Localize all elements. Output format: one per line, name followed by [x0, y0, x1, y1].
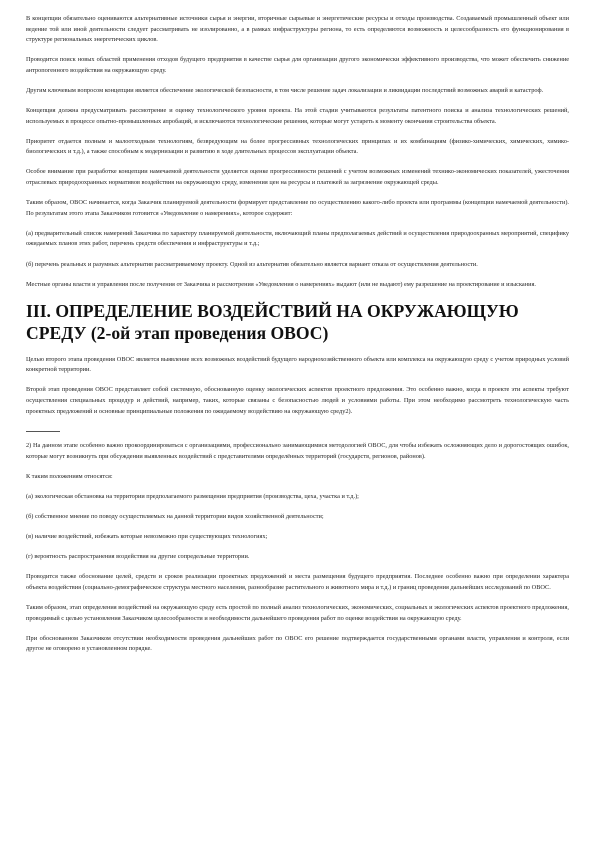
paragraph-ecological-safety: Другим ключевым вопросом концепции является обеспечение экологической безопасности, в том числе решение задач локализации и ликвидации последствий возможных аварий и катастроф.: [26, 86, 544, 94]
paragraph-progressiveness: Особое внимание при разработке концепции намечаемой деятельности уделяется оценке прогрессивности решений с учетом возможных изменений технико-экономических показателей, ужесточения отраслевых природоохранных нормативов воздействия на окружающую среду, изменения цен на ресурсы и платежей за загрязнение окружающей среды.: [26, 168, 569, 187]
paragraph-priority-technologies: Приоритет отдается полным и малоотходным технологиям, безвредующим на более прогрессивных технологических принципах и их комбинациям (физико-химических, химических, химико-биологических и т.д.), а также способным к модернизации и развитию в ходе длительных процессов эксплуатации объекта.: [26, 137, 569, 156]
list-item-b-alternatives: (б) перечень реальных и разумных альтернатив рассматриваемому проекту. Одной из альтернатив обязательно является вариант отказа от осуществления деятельности.: [26, 260, 478, 268]
paragraph-technology-level: Концепция должна предусматривать рассмотрение и оценку технологического уровня проекта. На этой стадии учитываются результаты патентного поиска и анализа технологических решений, используемых в процессе опытно-промышленных апробаций, и исключаются технологические решения, которые могут устареть к моменту окончания строительства объекта.: [26, 107, 569, 125]
paragraph-waste-usage: Проводится поиск новых областей применения отходов будущего предприятия в качестве сырья для организации другого экономически эффективного производства, что может обеспечить снижение антропогенного воздействия на окружающую среду.: [26, 56, 569, 74]
paragraph-alternative-sources: В концепции обязательно оцениваются альтернативные источники сырья и энергии, вторичные сырьевые и энергетические ресурсы и отходы производства. Создаваемый промышленный объект или ведение той или иной деятельности следует рассматривать не изолированно, а в рамках инфраструктуры региона, то есть определяются возможность и целесообразность его функционирования в структуре региональных энергетических циклов.: [26, 15, 569, 44]
paragraph-local-authorities: Местные органы власти и управления после получения от Заказчика и рассмотрения «Уведомления о намерениях» выдают (или не выдают) ему разрешение на проектирование и изыскания.: [26, 280, 536, 288]
footnote-divider: [26, 431, 60, 432]
document-page: [26, 14, 569, 664]
footnote-coordination: 2) На данном этапе особенно важно прокоординироваться с организациями, профессионально занимающимися методологией ОВОС, для чтобы избежать осложняющих дело и дорогостоящих ошибок, которые могут возникнуть при обсуждении выявленных воздействий с представителями определённых территорий (государств, регионов, районов).: [26, 442, 569, 460]
list-item-a-ecological-situation: (а) экологическая обстановка на территории предполагаемого размещения предприятия (производства, цеха, участка и т.д.);: [26, 492, 359, 500]
paragraph-authorities-confirmation: При обоснованном Заказчиком отсутствии необходимости проведения дальнейших работ по ОВОС его решение подтверждается государственными органами власти, управления и контроля, если другое не оговорено в установленном порядке.: [26, 634, 569, 653]
paragraph-notice-of-intent: Таким образом, ОВОС начинается, когда Заказчик планируемой деятельности формирует представление по осуществлению какого-либо проекта или программы (концепции намечаемой деятельности). По результатам этого этапа Заказчиком готовится «Уведомление о намерениях», которое содержит:: [26, 199, 569, 217]
list-item-c-unavoidable-impacts: (в) наличие воздействий, избежать которые невозможно при существующих технологиях;: [26, 533, 268, 541]
list-item-a-intentions: (а) предварительный список намерений Заказчика по характеру планируемой деятельности, включающий планы предполагаемых действий и осуществления природоохранных мероприятий, специфику ожидаемых планов этих работ, перечень средств обеспечения и инфраструктуры и т.д.;: [26, 229, 569, 248]
paragraph-second-stage-description: Второй этап проведения ОВОС представляет собой системную, обоснованную оценку экологических аспектов проектного предложения. Это особенно важно, когда в проекте эти аспекты требуют осуществления специальных процедур и действий, например, таких, которые связаны с безопасностью людей и условиями работы. При этом необходимо рассмотреть технологическую часть проектных предложений и основные принципиальные положения по ожидаемому воздействию на окружающую среду2).: [26, 386, 569, 415]
paragraph-second-stage-goal: Целью второго этапа проведения ОВОС является выявление всех возможных воздействий будущего народнохозяйственного объекта или комплекса на окружающую среду с учетом природных условий конкретной территории.: [26, 355, 569, 374]
section-heading: III. ОПРЕДЕЛЕНИЕ ВОЗДЕЙСТВИЙ НА ОКРУЖАЮЩУЮ СРЕДУ (2-ой этап проведения ОВОС): [26, 300, 519, 344]
list-item-d-spread-probability: (г) вероятность распространения воздействия на другие сопредельные территории.: [26, 553, 250, 561]
paragraph-justification: Проводится также обоснование целей, средств и сроков реализации проектных предложений и места размещения будущего предприятия. Последнее особенно важно при определении характера объекта воздействия (социально-демографическое структура местного населения, разнообразие растительного и животного мира и т.д.) и границ проведения дальнейших исследований по ОВОС.: [26, 573, 569, 591]
paragraph-such-provisions: К таким положениям относятся:: [26, 472, 113, 480]
list-item-b-own-opinion: (б) собственное мнение по поводу осуществляемых на данной территории видов хозяйственной деятельности;: [26, 513, 324, 521]
paragraph-conclusion: Таким образом, этап определения воздействий на окружающую среду есть простой по полный анализ технологических, экономических, социальных и экологических аспектов проектного предложения, проводимый с целью установления Заказчиком целесообразности и необходимости дальнейшего проведения работ по оценке воздействия на окружающую среду.: [26, 604, 569, 622]
